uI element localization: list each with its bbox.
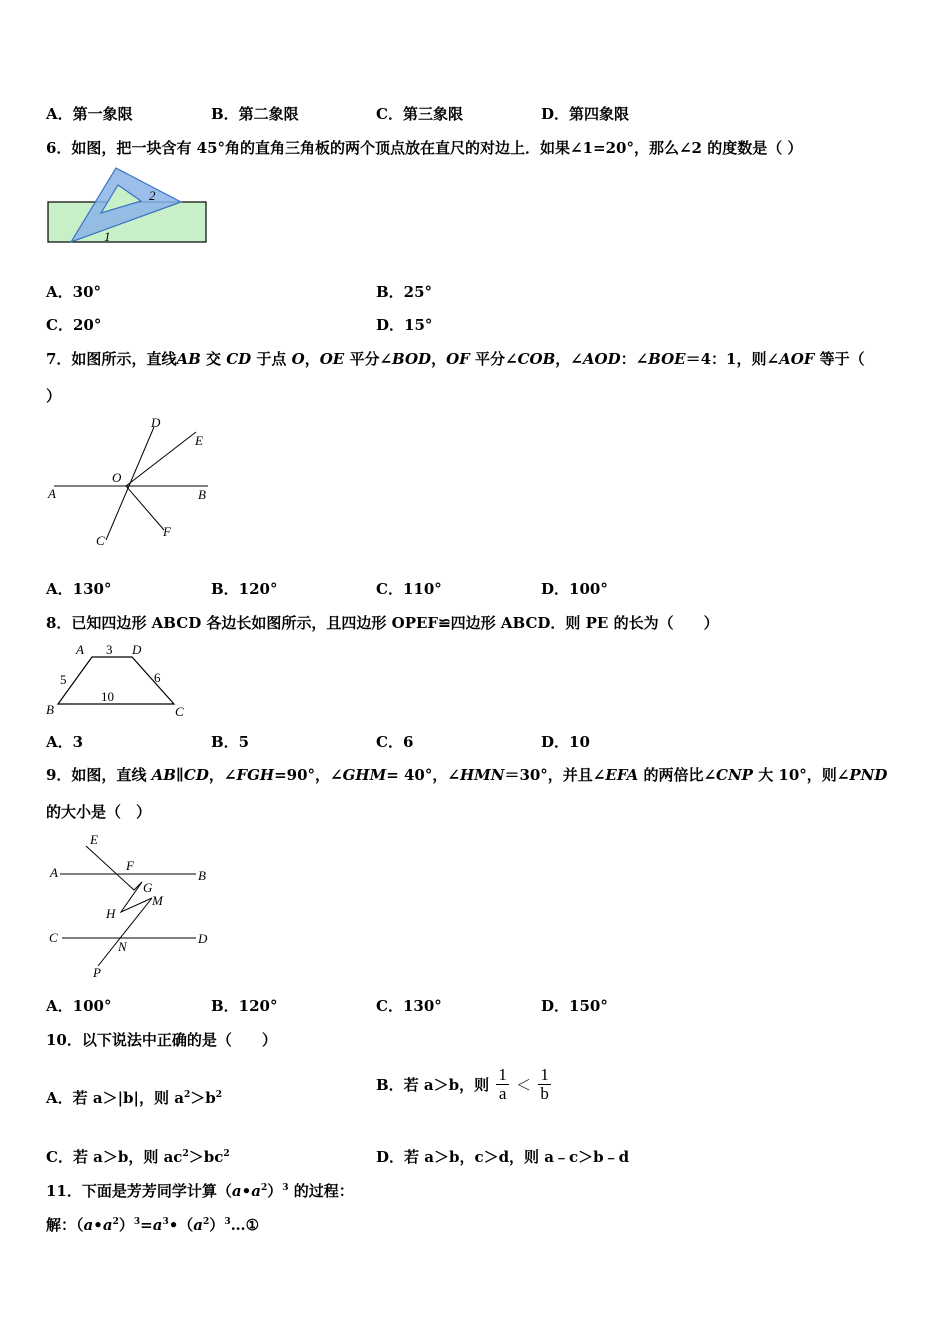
q7-stem-line2: ） (46, 387, 62, 405)
q9-option-a: A．100° (46, 997, 112, 1015)
q10-option-d: D．若 a＞b，c＞d，则 a﹣c＞b﹣d (376, 1148, 630, 1166)
q8-option-b: B．5 (211, 733, 250, 751)
q10-option-b: B．若 a＞b，则 $\frac{1}{a}$ ＜ $\frac{1}{b}$ (376, 1065, 549, 1103)
q7-option-d: D．100° (541, 580, 608, 598)
q8-len-top: 3 (106, 642, 113, 657)
q9-label-f: F (126, 858, 134, 873)
q9-label-p: P (93, 965, 101, 980)
q8-figure (44, 640, 194, 720)
q8-len-bottom: 10 (101, 689, 114, 704)
q9-label-c: C (49, 930, 58, 945)
q9-label-a: A (50, 865, 58, 880)
q9-option-b: B．120° (211, 997, 278, 1015)
q9-label-h: H (106, 906, 116, 921)
q6-option-d: D．15° (376, 316, 433, 334)
q7-option-c: C．110° (376, 580, 442, 598)
q10-option-a: A．若 a＞|b|，则 $a^2>b^2$ (46, 1089, 222, 1107)
q8-option-d: D．10 (541, 733, 590, 751)
q9-label-d: D (198, 931, 208, 946)
q8-option-a: A．3 (46, 733, 84, 751)
q9-label-b: B (198, 868, 206, 883)
q6-option-a: A．30° (46, 283, 102, 301)
q9-stem: 9．如图，直线 AB∥CD，∠FGH=90°，∠GHM= 40°，∠HMN＝30°，并且∠EFA 的两倍比∠CNP 大 10°，则∠PND (46, 766, 888, 784)
q8-stem: 8．已知四边形 ABCD 各边长如图所示，且四边形 OPEF≌四边形 ABCD．则 PE 的长为（ ） (46, 614, 719, 632)
q7-stem: 7．如图所示，直线AB 交 CD 于点 O，OE 平分∠BOD，OF 平分∠COB，∠AOD：∠BOE＝4：1，则∠AOF 等于（ (46, 350, 865, 368)
q7-label-a: A (48, 486, 56, 501)
q7-label-c: C (96, 533, 105, 548)
q9-label-m: M (152, 893, 163, 908)
q8-option-c: C．6 (376, 733, 414, 751)
q7-label-d: D (151, 415, 161, 430)
q11-solution-step1: 解：$(a•a^2)^3=a^3•(a^2)^3\dots ①$ (46, 1216, 260, 1234)
frac-1-over-b: $\frac{1}{b}$ (540, 1065, 549, 1103)
q8-label-c: C (175, 704, 184, 719)
q6-option-b: B．25° (376, 283, 433, 301)
q6-figure (46, 165, 211, 247)
q8-label-a: A (76, 642, 84, 657)
q8-len-left: 5 (60, 672, 67, 687)
q7-label-f: F (163, 524, 171, 539)
q9-stem-line2: 的大小是（ ） (46, 803, 152, 821)
q6-option-c: C．20° (46, 316, 102, 334)
q7-label-b: B (198, 487, 206, 502)
q7-label-e: E (195, 433, 203, 448)
q6-stem: 6．如图，把一块含有 45°角的直角三角板的两个顶点放在直尺的对边上．如果∠1=20°，那么∠2 的度数是（ ） (46, 139, 803, 157)
frac-1-over-a: $\frac{1}{a}$ (498, 1065, 507, 1103)
q5-option-a: A．第一象限 (46, 105, 133, 123)
q9-label-n: N (118, 939, 127, 954)
q9-figure (46, 830, 216, 980)
q8-label-b: B (46, 702, 54, 717)
q5-option-d: D．第四象限 (541, 105, 630, 123)
q10-stem: 10．以下说法中正确的是（ ） (46, 1031, 277, 1049)
q9-label-g: G (143, 880, 153, 895)
q7-option-a: A．130° (46, 580, 112, 598)
q6-angle-2-label: 2 (149, 188, 156, 203)
q6-angle-1-label: 1 (104, 229, 111, 244)
q11-stem: 11．下面是芳芳同学计算$(a•a^2)^3$ 的过程： (46, 1182, 354, 1200)
q9-option-c: C．130° (376, 997, 442, 1015)
q5-option-c: C．第三象限 (376, 105, 463, 123)
q9-option-d: D．150° (541, 997, 608, 1015)
q10-option-c: C．若 a＞b，则 $ac^2>bc^2$ (46, 1148, 230, 1166)
q7-option-b: B．120° (211, 580, 278, 598)
q9-label-e: E (90, 832, 98, 847)
q8-label-d: D (132, 642, 142, 657)
q7-figure (46, 412, 216, 552)
q7-label-o: O (112, 470, 122, 485)
q8-len-right: 6 (154, 670, 161, 685)
q5-option-b: B．第二象限 (211, 105, 299, 123)
